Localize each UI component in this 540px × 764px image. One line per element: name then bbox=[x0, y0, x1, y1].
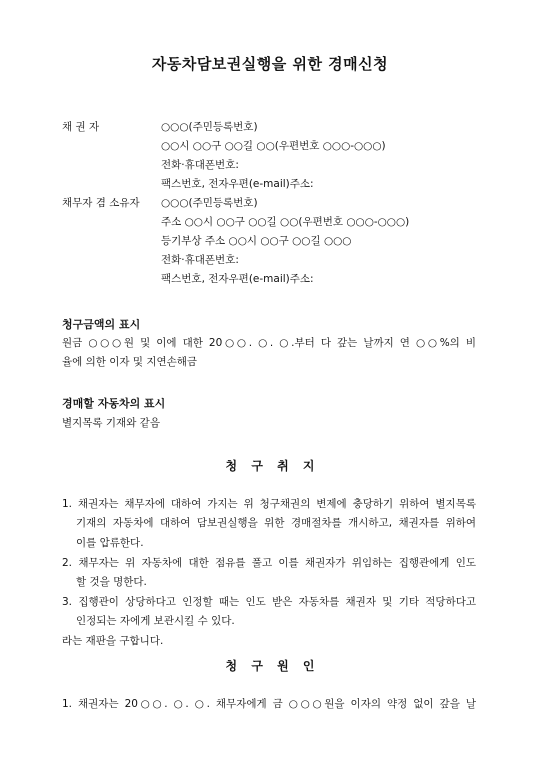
creditor-address-line: ○○시 ○○구 ○○길 ○○(우편번호 ○○○-○○○) bbox=[161, 140, 386, 152]
creditor-fax-line: 팩스번호, 전자우편(e-mail)주소: bbox=[161, 178, 314, 190]
purpose-heading: 청 구 취 지 bbox=[225, 459, 315, 473]
purpose-item-3-line-2: 인정되는 자에게 보관시킬 수 있다. bbox=[76, 615, 235, 627]
creditor-name-line: ○○○(주민등록번호) bbox=[161, 121, 258, 133]
purpose-item-2-line-1: 2. 채무자는 위 자동차에 대한 점유를 풀고 이를 채권자가 위임하는 집행관에게 인도 bbox=[62, 557, 476, 569]
cause-line-1: 1. 채권자는 20○○. ○. ○. 채무자에게 금 ○○○원을 이자의 약정 없이 갚을 날 bbox=[62, 698, 476, 710]
vehicle-line-1: 별지목록 기재와 같음 bbox=[62, 417, 160, 429]
debtor-name-line: ○○○(주민등록번호) bbox=[161, 197, 258, 209]
debtor-address-line: 주소 ○○시 ○○구 ○○길 ○○(우편번호 ○○○-○○○) bbox=[161, 216, 410, 228]
debtor-phone-line: 전화·휴대폰번호: bbox=[161, 254, 239, 266]
purpose-item-1-line-2: 기재의 자동차에 대하여 담보권실행을 위한 경매절차를 개시하고, 채권자를 위하여 bbox=[76, 517, 476, 529]
vehicle-heading: 경매할 자동차의 표시 bbox=[62, 397, 166, 410]
claim-amount-heading: 청구금액의 표시 bbox=[62, 318, 141, 331]
cause-heading: 청 구 원 인 bbox=[225, 659, 315, 673]
claim-amount-line-2: 율에 의한 이자 및 지연손해금 bbox=[62, 356, 198, 368]
creditor-label: 채 권 자 bbox=[62, 121, 100, 133]
document-title: 자동차담보권실행을 위한 경매신청 bbox=[151, 55, 389, 73]
purpose-item-1-line-1: 1. 채권자는 채무자에 대하여 가지는 위 청구채권의 변제에 충당하기 위하여 별지목록 bbox=[62, 498, 476, 510]
debtor-fax-line: 팩스번호, 전자우편(e-mail)주소: bbox=[161, 273, 314, 285]
claim-amount-line-1: 원금 ○○○원 및 이에 대한 20○○. ○. ○.부터 다 갚는 날까지 연 ○○%의 비 bbox=[62, 337, 476, 349]
purpose-closing: 라는 재판을 구합니다. bbox=[62, 635, 164, 647]
debtor-registered-address-line: 등기부상 주소 ○○시 ○○구 ○○길 ○○○ bbox=[161, 235, 352, 247]
purpose-item-2-line-2: 할 것을 명한다. bbox=[76, 576, 147, 588]
purpose-item-3-line-1: 3. 집행관이 상당하다고 인정할 때는 인도 받은 자동차를 채권자 및 기타 적당하다고 bbox=[62, 596, 476, 608]
creditor-phone-line: 전화·휴대폰번호: bbox=[161, 159, 239, 171]
purpose-item-1-line-3: 이를 압류한다. bbox=[76, 537, 144, 549]
debtor-label: 채무자 겸 소유자 bbox=[62, 197, 140, 209]
